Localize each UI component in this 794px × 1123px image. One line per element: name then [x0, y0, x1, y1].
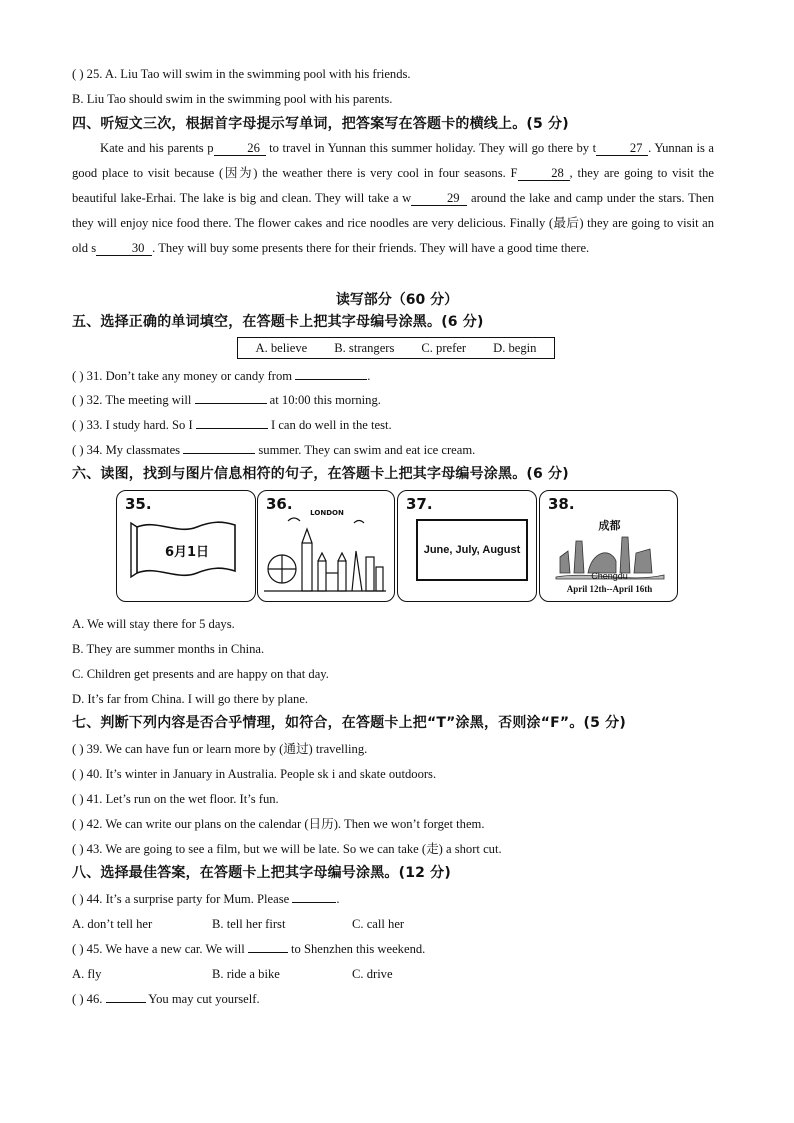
q42: ( ) 42. We can write our plans on the calendar (日历). Then we won’t forget them.	[72, 817, 485, 831]
london-skyline-icon	[258, 491, 392, 599]
q40: ( ) 40. It’s winter in January in Australia. People sk i and skate outdoors.	[72, 767, 437, 781]
option-d: D. It’s far from China. I will go there by plane.	[72, 692, 309, 706]
passage-text: around the lake and camp under the stars. Then they will enjoy nice food there. The flower cakes and rice noodles are very delicious. Finally (最后) they are going to visit an old s	[72, 191, 714, 255]
q41: ( ) 41. Let’s run on the wet floor. It’s fun.	[72, 792, 279, 806]
q31-blank[interactable]	[295, 379, 367, 380]
q44	[72, 891, 340, 907]
option-c: C. Children get presents and are happy on that day.	[72, 667, 329, 681]
q33-text: ( ) 33. I study hard. So I	[72, 418, 196, 432]
q45-option-b: B. ride a bike	[212, 967, 280, 981]
card-36-city: LONDON	[310, 509, 344, 517]
word-option: A. believe	[255, 340, 308, 355]
q34-end: summer. They can swim and eat ice cream.	[255, 443, 476, 457]
q44-blank[interactable]	[292, 902, 336, 903]
q44-option-a: A. don’t tell her	[72, 917, 153, 931]
q31	[72, 368, 370, 384]
card-number: 37.	[406, 495, 433, 513]
passage-text: , they are going to visit the beautiful lake-Erhai. The lake is big and clean. They will take a w	[72, 166, 714, 205]
q39: ( ) 39. We can have fun or learn more by (通过) travelling.	[72, 742, 368, 756]
card-38	[539, 490, 678, 602]
card-number: 36.	[266, 495, 293, 513]
section4-heading: 四、听短文三次，根据首字母提示写单词，把答案写在答题卡的横线上。(5 分)	[72, 116, 569, 132]
blank-28[interactable]: 28	[518, 166, 570, 181]
passage-text: to travel in Yunnan this summer holiday. They will go there by t	[265, 141, 597, 155]
q34-blank[interactable]	[183, 453, 255, 454]
card-36	[257, 490, 395, 602]
word-option: D. begin	[493, 340, 537, 355]
section6-heading: 六、读图，找到与图片信息相符的句子，在答题卡上把其字母编号涂黑。(6 分)	[72, 466, 569, 482]
q25-line-b: B. Liu Tao should swim in the swimming pool with his parents.	[72, 92, 393, 106]
months-box	[416, 519, 528, 581]
blank-27[interactable]: 27	[596, 141, 648, 156]
option-a: A. We will stay there for 5 days.	[72, 617, 235, 631]
passage-text: . They will buy some presents there for their friends. They will have a good time there.	[152, 241, 590, 255]
section4-passage	[72, 136, 714, 261]
section5-heading: 五、选择正确的单词填空，在答题卡上把其字母编号涂黑。(6 分)	[72, 314, 484, 330]
passage-text: . Yunnan is a good place to visit because (因为) the weather there is very cool in four seasons. F	[72, 141, 714, 180]
blank-29[interactable]: 29	[411, 191, 467, 206]
q33-blank[interactable]	[196, 428, 268, 429]
picture-cards	[116, 490, 678, 604]
word-option: C. prefer	[421, 340, 467, 355]
q31-text: ( ) 31. Don’t take any money or candy from	[72, 369, 296, 383]
chengdu-skyline-icon	[540, 491, 675, 599]
q34	[72, 442, 475, 458]
q45	[72, 941, 425, 957]
card-37-months: June, July, August	[423, 544, 521, 556]
q46	[72, 991, 260, 1007]
word-bank	[237, 337, 555, 359]
card-38-city: Chengdu	[591, 571, 628, 581]
blank-30[interactable]: 30	[96, 241, 152, 256]
card-38-dates: April 12th--April 16th	[566, 584, 653, 594]
q33	[72, 417, 392, 433]
q43: ( ) 43. We are going to see a film, but we will be late. So we can take (走) a short cut.	[72, 842, 502, 856]
section7-heading: 七、判断下列内容是否合乎情理，如符合，在答题卡上把“T”涂黑，否则涂“F”。(5 分)	[72, 715, 626, 731]
reading-writing-title: 读写部分（60 分）	[335, 292, 459, 308]
card-37	[397, 490, 537, 602]
q32-text: ( ) 32. The meeting will	[72, 393, 195, 407]
card-number: 35.	[125, 495, 152, 513]
q45-end: to Shenzhen this weekend.	[287, 942, 426, 956]
section8-heading: 八、选择最佳答案，在答题卡上把其字母编号涂黑。(12 分)	[72, 865, 451, 881]
q25-line-a: ( ) 25. A. Liu Tao will swim in the swimming pool with his friends.	[72, 67, 411, 81]
card-35	[116, 490, 256, 602]
q45-options	[72, 966, 492, 982]
q45-option-c: C. drive	[352, 967, 393, 981]
q32-blank[interactable]	[195, 403, 267, 404]
q34-text: ( ) 34. My classmates	[72, 443, 184, 457]
q44-text: ( ) 44. It’s a surprise party for Mum. Please	[72, 892, 293, 906]
q46-end: You may cut yourself.	[145, 992, 260, 1006]
card-35-date: 6月1日	[164, 545, 210, 560]
q32-end: at 10:00 this morning.	[266, 393, 381, 407]
q33-end: I can do well in the test.	[267, 418, 392, 432]
word-option: B. strangers	[334, 340, 395, 355]
q45-blank[interactable]	[248, 952, 288, 953]
card-number: 38.	[548, 495, 575, 513]
q44-options	[72, 916, 492, 932]
passage-text: Kate and his parents p	[100, 141, 214, 155]
q45-option-a: A. fly	[72, 967, 102, 981]
q44-option-b: B. tell her first	[212, 917, 286, 931]
q32	[72, 392, 381, 408]
q44-option-c: C. call her	[352, 917, 405, 931]
card-38-title: 成都	[598, 519, 621, 532]
option-b: B. They are summer months in China.	[72, 642, 265, 656]
q31-end: .	[367, 369, 371, 383]
blank-26[interactable]: 26	[214, 141, 266, 156]
q45-text: ( ) 45. We have a new car. We will	[72, 942, 248, 956]
q46-blank[interactable]	[106, 1002, 146, 1003]
q44-end: .	[336, 892, 340, 906]
q46-text: ( ) 46.	[72, 992, 106, 1006]
